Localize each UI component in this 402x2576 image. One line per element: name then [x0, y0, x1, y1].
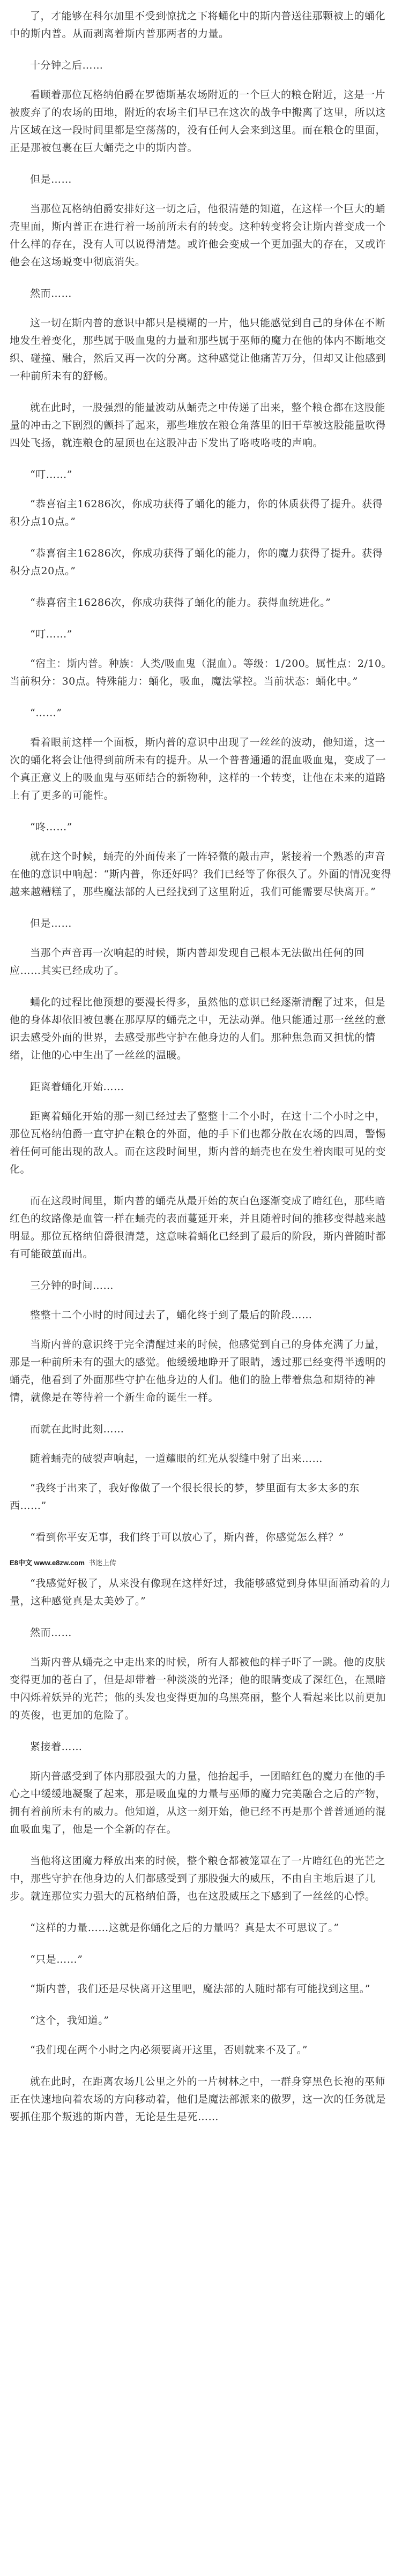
paragraph: 看着眼前这样一个面板，斯内普的意识中出现了一丝丝的波动，他知道，这一次的蛹化将会让他得到前所未有的提升。从一个普普通通的混血吸血鬼，变成了一个真正意义上的吸血鬼与巫师结合的新物种，这样的一个转变，让他在未来的道路上有了更多的可能性。 — [10, 737, 386, 801]
watermark-site: E8中文 www.e8zw.com — [10, 1559, 85, 1567]
paragraph: 紧接着…… — [30, 1741, 83, 1753]
paragraph: “斯内普，我们还是尽快离开这里吧，魔法部的人随时都有可能找到这里。” — [30, 1983, 370, 1995]
paragraph: “这样的力量……这就是你蛹化之后的力量吗？真是太不可思议了。” — [30, 1922, 339, 1934]
paragraph: 三分钟的时间…… — [30, 1280, 114, 1291]
paragraph: “我们现在两个小时之内必须要离开这里，否则就来不及了。” — [30, 2044, 308, 2056]
paragraph: “这个，我知道。” — [30, 2015, 109, 2026]
paragraph: 然而…… — [30, 1627, 72, 1639]
paragraph: 距离着蛹化开始的那一刻已经过去了整整十二个小时，在这十二个小时之中，那位瓦格纳伯爵一直守护在粮仓的外面，他的手下们也都分散在农场的四周，警惕着任何可能出现的敌人。而在这段时间里，斯内普的蛹壳也在发生着肉眼可见的变化。 — [10, 1110, 386, 1175]
paragraph: 了，才能够在科尔加里不受到惊扰之下将蛹化中的斯内普送往那颗被上的蛹化中的斯内普。从而剥离着斯内普那两者的力量。 — [10, 10, 386, 40]
paragraph: “咚……” — [30, 821, 72, 833]
paragraph: 距离着蛹化开始…… — [30, 1081, 124, 1093]
paragraph: 当那位瓦格纳伯爵安排好这一切之后，他很清楚的知道，在这样一个巨大的蛹壳里面，斯内普正在进行着一场前所未有的转变。这种转变将会让斯内普变成一个什么样的存在，没有人可以说得清楚。或许他会变成一个更加强大的存在，又或许他会在这场蜕变中彻底消失。 — [10, 203, 386, 268]
paragraph: “看到你平安无事，我们终于可以放心了，斯内普，你感觉怎么样？” — [30, 1531, 344, 1543]
paragraph: 整整十二个小时的时间过去了，蛹化终于到了最后的阶段…… — [30, 1309, 312, 1321]
paragraph: 当斯内普的意识终于完全清醒过来的时候，他感觉到自己的身体充满了力量，那是一种前所未有的强大的感觉。他缓缓地睁开了眼睛，透过那已经变得半透明的蛹壳，他看到了外面那些守护在他身边的人们。他们的脸上带着焦急和期待的神情，就像是在等待着一个新生命的诞生一样。 — [10, 1339, 386, 1403]
paragraph: 斯内普感受到了体内那股强大的力量，他抬起手，一团暗红色的魔力在他的手心之中缓缓地凝聚了起来，那是吸血鬼的力量与巫师的魔力完美融合之后的产物，拥有着前所未有的威力。他知道，从这一刻开始，他已经不再是那个普普通通的混血吸血鬼了，他是一个全新的存在。 — [10, 1770, 386, 1835]
paragraph: 而就在此时此刻…… — [30, 1423, 124, 1435]
paragraph: 随着蛹壳的破裂声响起，一道耀眼的红光从裂缝中射了出来…… — [30, 1453, 323, 1465]
paragraph: “恭喜宿主16286次，你成功获得了蛹化的能力，你的体质获得了提升。获得积分点10点。” — [10, 498, 383, 528]
paragraph: 当那个声音再一次响起的时候，斯内普却发现自己根本无法做出任何的回应……其实已经成功了。 — [10, 947, 365, 977]
paragraph: “我终于出来了，我好像做了一个很长很长的梦，梦里面有太多太多的东西……” — [10, 1482, 360, 1512]
paragraph: “叮……” — [30, 628, 72, 640]
paragraph: 就在此时，一股强烈的能量波动从蛹壳之中传递了出来，整个粮仓都在这股能量的冲击之下剧烈的颤抖了起来，那些堆放在粮仓角落里的旧干草被这股能量吹得四处飞扬，就连粮仓的屋顶也在这股冲击下发出了咯吱咯吱的声响。 — [10, 402, 386, 449]
paragraph: “我感觉好极了，从来没有像现在这样好过，我能够感觉到身体里面涌动着的力量，这种感觉真是太美妙了。” — [10, 1578, 391, 1607]
paragraph: 蛹化的过程比他预想的要漫长得多，虽然他的意识已经逐渐清醒了过来，但是他的身体却依旧被包裹在那厚厚的蛹壳之中，无法动弹。他只能通过那一丝丝的意识去感受外面的世界，去感受那些守护在他身边的人们。那种焦急而又担忧的情绪，让他的心中生出了一丝丝的温暖。 — [10, 996, 386, 1061]
paragraph: 十分钟之后…… — [30, 59, 103, 71]
paragraph: 这一切在斯内普的意识中都只是模糊的一片，他只能感觉到自己的身体在不断地发生着变化，那些属于吸血鬼的力量和那些属于巫师的魔力在他的体内不断地交织、碰撞、融合，然后又再一次的分离。这种感觉让他痛苦万分，但却又让他感到一种前所未有的舒畅。 — [10, 317, 386, 382]
paragraph: “……” — [30, 707, 62, 719]
paragraph: 然而…… — [30, 288, 72, 299]
paragraph: “只是……” — [30, 1954, 83, 1965]
paragraph: 当他将这团魔力释放出来的时候，整个粮仓都被笼罩在了一片暗红色的光芒之中，那些守护在他身边的人们都感受到了那股强大的威压，不由自主地后退了几步。就连那位实力强大的瓦格纳伯爵，也在这股威压之下感到了一丝丝的心悸。 — [10, 1855, 386, 1902]
paragraph: 而在这段时间里，斯内普的蛹壳从最开始的灰白色逐渐变成了暗红色，那些暗红色的纹路像是血管一样在蛹壳的表面蔓延开来，并且随着时间的推移变得越来越明显。那位瓦格纳伯爵很清楚，这意味着蛹化已经到了最后的阶段，斯内普随时都有可能破茧而出。 — [10, 1195, 386, 1260]
paragraph: 就在这个时候，蛹壳的外面传来了一阵轻微的敲击声，紧接着一个熟悉的声音在他的意识中响起：“斯内普，你还好吗？我们已经等了你很久了。外面的情况变得越来越糟糕了，那些魔法部的人已经找到了这里附近，我们可能需要尽快离开。” — [10, 851, 392, 898]
paragraph: “叮……” — [30, 469, 72, 480]
paragraph: 但是…… — [30, 174, 72, 185]
paragraph: “恭喜宿主16286次，你成功获得了蛹化的能力。获得血统进化。” — [30, 597, 331, 609]
paragraph: 看顾着那位瓦格纳伯爵在罗德斯基农场附近的一个巨大的粮仓附近，这是一片被废弃了的农场的田地，附近的农场主们早已在这次的战争中搬离了这里，所以这片区域在这一段时间里都是空荡荡的，没有任何人会来到这里。而在粮仓的里面，正是那被包裹在巨大蛹壳之中的斯内普。 — [10, 89, 386, 154]
watermark-tag: 书迷上传 — [88, 1559, 117, 1567]
paragraph: “恭喜宿主16286次，你成功获得了蛹化的能力，你的魔力获得了提升。获得积分点20点。” — [10, 547, 383, 577]
site-watermark — [10, 1557, 392, 1567]
paragraph: 就在此时，在距离农场几公里之外的一片树林之中，一群身穿黑色长袍的巫师正在快速地向着农场的方向移动着，他们是魔法部派来的傲罗，这一次的任务就是要抓住那个叛逃的斯内普，无论是生是死…… — [10, 2076, 386, 2123]
paragraph: 但是…… — [30, 918, 72, 929]
paragraph: “宿主：斯内普。种族：人类/吸血鬼（混血）。等级：1/200。属性点：2/10。当前积分：30点。特殊能力：蛹化，吸血，魔法掌控。当前状态：蛹化中。” — [10, 658, 392, 687]
paragraph: 当斯内普从蛹壳之中走出来的时候，所有人都被他的样子吓了一跳。他的皮肤变得更加的苍白了，但是却带着一种淡淡的光泽；他的眼睛变成了深红色，在黑暗中闪烁着妖异的光芒；他的头发也变得更加的乌黑亮丽，整个人看起来比以前更加的英俊，也更加的危险了。 — [10, 1656, 386, 1721]
